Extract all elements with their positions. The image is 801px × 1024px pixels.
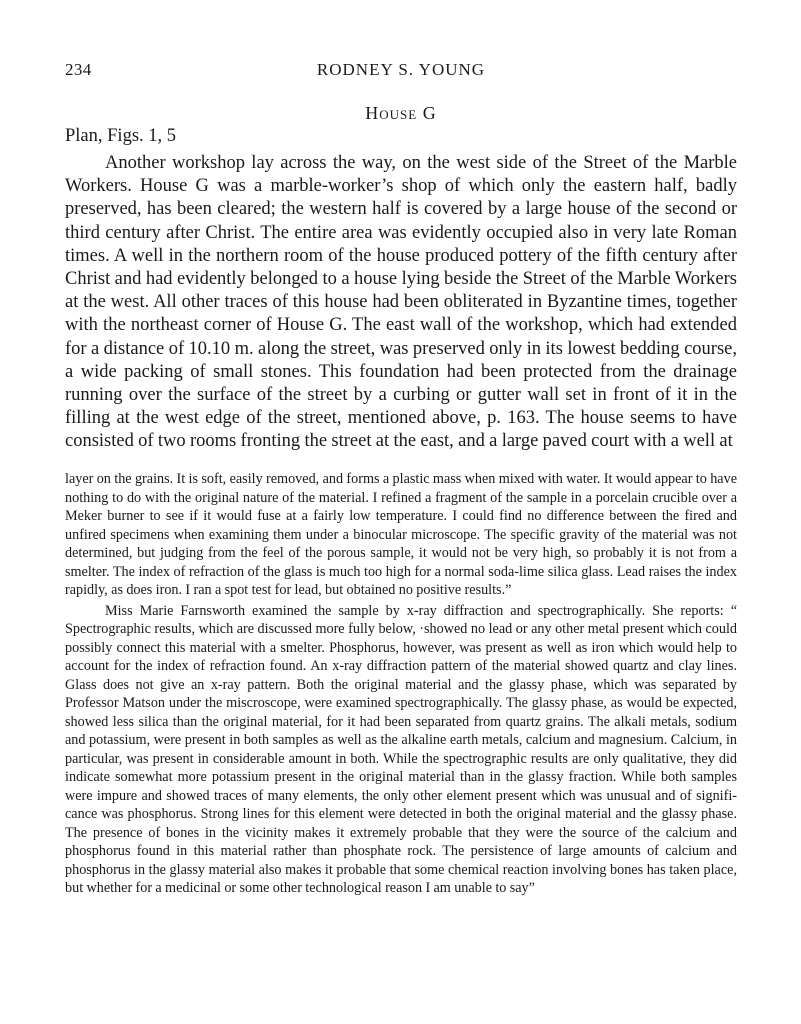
running-head — [65, 60, 737, 84]
section-heading: House G — [365, 103, 437, 123]
plan-reference: Plan, Figs. 1, 5 — [65, 126, 177, 146]
body-paragraph: Another workshop lay across the way, on the west side of the Street of the Marble Workers. House G was a marble-worker’s shop of which only the eastern half, badly preserved, has been cleared; the western half is covered by a large house of the second or third century after Christ. The entire area was evidently occupied also in very late Roman times. A well in the northern room of the house produced pottery of the fifth century after Christ and had evidently belonged to a house lying beside the Street of the Marble Workers at the west. All other traces of this house had been obliterated in Byzantine times, together with the northeast corner of House G. The east wall of the workshop, which had extended for a distance of 10.10 m. along the street, was preserved only in its lowest bedding course, a wide packing of small stones. This foundation had been protected from the drainage running over the surface of the street by a curbing or gutter wall set in front of it in the filling at the west edge of the street, mentioned above, p. 163. The house seems to have consisted of two rooms fronting the street at the east, and a large paved court with a well at — [65, 153, 737, 452]
footnote-farnsworth-paragraph: Miss Marie Farnsworth examined the sample by x-ray diffraction and spectrographically. She reports: “ Spectrographic results, which are discussed more fully below, ·showed no lead or any other metal present which could possibly connect this material with a smelter. Phosphorus, however, was present as well as iron which would help to account for the index of refraction found. An x-ray diffraction pattern of the material showed quartz and clay lines. Glass does not give an x-ray pattern. Both the original material and the glassy phase, which was separated by Professor Matson under the miscroscope, were examined spectrographically. The glassy phase, as would be expected, showed less silica than the original material, for it had been separated from quartz grains. The alkali metals, sodium and potassium, were present in both samples as well as the alkaline earth metals, calcium and magnesium. Calcium, in particular, was present in considerable amount in both. While the spectrographic results are only qualitative, they did indicate somewhat more potassium present in the original material than in the glassy fraction. While both samples were impure and showed traces of many elements, the only other element present which was unusual and of signifi-cance was phosphorus. Strong lines for this element were detected in both the original material and the glassy phase. The presence of bones in the vicinity makes it extremely probable that they were the source of the calcium and phosphorus found in this material rather than phosphate rock. The persistence of large amounts of calcium and phosphorus in the glassy material also makes it probable that some chemical reaction involving bones has taken place, but whether for a medicinal or some other technological reason I am unable to say” — [65, 602, 737, 896]
footnote-block — [65, 470, 737, 898]
footnote-continued-paragraph: layer on the grains. It is soft, easily removed, and forms a plastic mass when mixed with water. It would appear to have nothing to do with the original nature of the material. I refined a fragment of the sample in a porcelain crucible over a Meker burner to see if it would fuse at a fairly low temperature. I could find no difference between the fired and unfired specimens when examining them under a binocular microscope. The specific gravity of the material was not determined, but judging from the feel of the porous sample, it would not be very high, so probably it is not from a smelter. The index of refraction of the glass is much too high for a normal soda-lime silica glass. Lead raises the index rapidly, as does iron. I ran a spot test for lead, but obtained no positive results.” — [65, 471, 737, 598]
page-number: 234 — [65, 60, 92, 79]
running-title: RODNEY S. YOUNG — [316, 60, 486, 79]
